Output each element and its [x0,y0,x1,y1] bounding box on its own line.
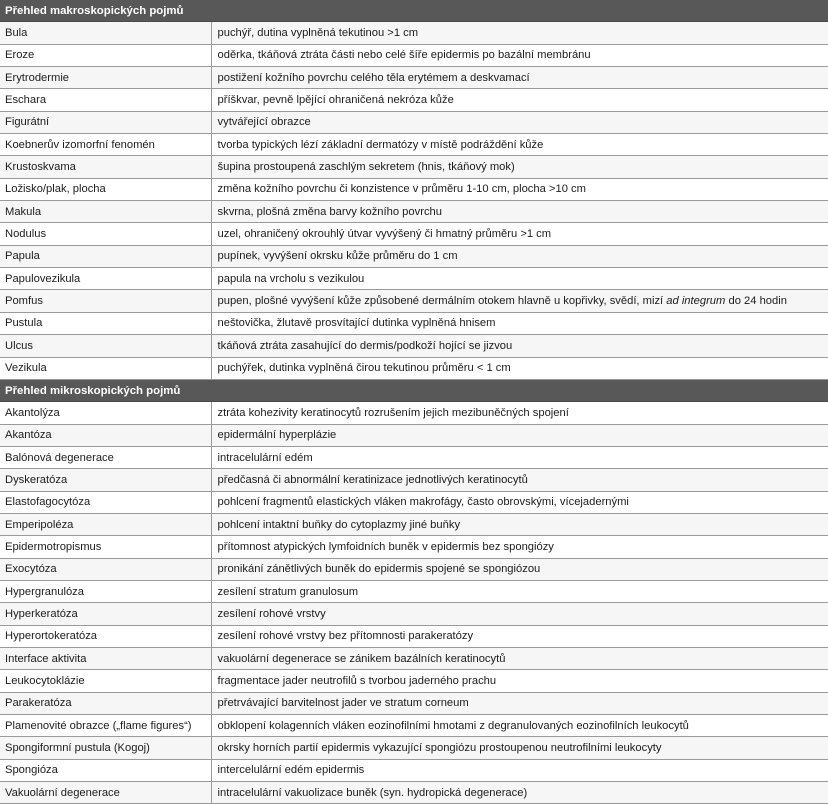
definition-cell [211,290,828,312]
table-row [0,446,828,468]
definition-cell: fragmentace jader neutrofilů s tvorbou jaderného prachu [211,670,828,692]
definition-cell: pronikání zánětlivých buněk do epidermis spojené se spongiózou [211,558,828,580]
table-row [0,469,828,491]
table-row [0,647,828,669]
table-row [0,245,828,267]
table-row [0,67,828,89]
table-row [0,558,828,580]
definition-cell: zesílení stratum granulosum [211,580,828,602]
term-cell: Bula [0,22,211,44]
term-cell: Vezikula [0,357,211,379]
definition-cell: příškvar, pevně lpějící ohraničená nekróza kůže [211,89,828,111]
definition-cell: neštovička, žlutavě prosvítající dutinka vyplněná hnisem [211,312,828,334]
term-cell: Exocytóza [0,558,211,580]
term-cell: Plamenovité obrazce („flame figures“) [0,715,211,737]
term-cell: Krustoskvama [0,156,211,178]
definition-cell: přítomnost atypických lymfoidních buněk v epidermis bez spongiózy [211,536,828,558]
table-row [0,759,828,781]
term-cell: Eschara [0,89,211,111]
term-cell: Ulcus [0,335,211,357]
table-row [0,89,828,111]
definition-cell: postižení kožního povrchu celého těla erytémem a deskvamací [211,67,828,89]
definition-cell: zesílení rohové vrstvy [211,603,828,625]
definition-cell: obklopení kolagenních vláken eozinofilními hmotami z degranulovaných eozinofilních leukocytů [211,715,828,737]
table-row [0,603,828,625]
section-header [0,379,828,401]
table-row [0,201,828,223]
term-cell: Spongiformní pustula (Kogoj) [0,737,211,759]
table-row [0,737,828,759]
table-row [0,268,828,290]
definition-cell: skvrna, plošná změna barvy kožního povrchu [211,201,828,223]
definition-cell: ztráta kohezivity keratinocytů rozrušením jejich mezibuněčných spojení [211,402,828,424]
table-row [0,491,828,513]
table-row [0,782,828,804]
definition-cell: změna kožního povrchu či konzistence v průměru 1-10 cm, plocha >10 cm [211,178,828,200]
table-row [0,536,828,558]
term-cell: Hyperortokeratóza [0,625,211,647]
term-cell: Ložisko/plak, plocha [0,178,211,200]
table-row [0,357,828,379]
table-row [0,134,828,156]
term-cell: Hypergranulóza [0,580,211,602]
table-row [0,312,828,334]
definition-cell: vytvářející obrazce [211,111,828,133]
term-cell: Figurátní [0,111,211,133]
definition-cell: puchýř, dutina vyplněná tekutinou >1 cm [211,22,828,44]
section-title: Přehled mikroskopických pojmů [0,379,828,401]
definition-cell: přetrvávající barvitelnost jader ve stratum corneum [211,692,828,714]
definition-cell: puchýřek, dutinka vyplněná čirou tekutinou průměru < 1 cm [211,357,828,379]
term-cell: Nodulus [0,223,211,245]
definition-cell: předčasná či abnormální keratinizace jednotlivých keratinocytů [211,469,828,491]
definition-cell: pohlcení intaktní buňky do cytoplazmy jiné buňky [211,513,828,535]
term-cell: Leukocytoklázie [0,670,211,692]
definition-cell: pupínek, vyvýšení okrsku kůže průměru do 1 cm [211,245,828,267]
table-row [0,22,828,44]
table-row [0,692,828,714]
table-row [0,156,828,178]
table-row [0,424,828,446]
definition-cell: intracelulární vakuolizace buněk (syn. hydropická degenerace) [211,782,828,804]
definition-cell: intercelulární edém epidermis [211,759,828,781]
term-cell: Papula [0,245,211,267]
definition-cell: oděrka, tkáňová ztráta části nebo celé šíře epidermis po bazální membránu [211,44,828,66]
table-row [0,290,828,312]
term-cell: Pomfus [0,290,211,312]
term-cell: Akantolýza [0,402,211,424]
table-row [0,670,828,692]
term-cell: Makula [0,201,211,223]
definition-cell: šupina prostoupená zaschlým sekretem (hnis, tkáňový mok) [211,156,828,178]
table-row [0,44,828,66]
table-row [0,580,828,602]
definition-cell: epidermální hyperplázie [211,424,828,446]
definition-cell: tvorba typických lézí základní dermatózy v místě podráždění kůže [211,134,828,156]
definition-text: pupen, plošné vyvýšení kůže způsobené dermálním otokem hlavně u kopřivky, svědí, mizí [217,295,667,308]
definition-cell: okrsky horních partií epidermis vykazující spongiózu prostoupenou neutrofilními leukocyty [211,737,828,759]
term-cell: Elastofagocytóza [0,491,211,513]
definition-cell: zesílení rohové vrstvy bez přítomnosti parakeratózy [211,625,828,647]
definition-cell: pohlcení fragmentů elastických vláken makrofágy, často obrovskými, vícejadernými [211,491,828,513]
section-title: Přehled makroskopických pojmů [0,0,828,22]
table-row [0,223,828,245]
definition-cell: vakuolární degenerace se zánikem bazálních keratinocytů [211,647,828,669]
table-row [0,178,828,200]
term-cell: Papulovezikula [0,268,211,290]
definition-cell: intracelulární edém [211,446,828,468]
table-row [0,402,828,424]
table-row [0,625,828,647]
term-cell: Pustula [0,312,211,334]
term-cell: Dyskeratóza [0,469,211,491]
definition-cell: tkáňová ztráta zasahující do dermis/podkoží hojící se jizvou [211,335,828,357]
table-row [0,111,828,133]
table-row [0,715,828,737]
term-cell: Eroze [0,44,211,66]
table-row [0,513,828,535]
term-cell: Koebnerův izomorfní fenomén [0,134,211,156]
term-cell: Parakeratóza [0,692,211,714]
definition-cell: papula na vrcholu s vezikulou [211,268,828,290]
table-row [0,335,828,357]
definition-cell: uzel, ohraničený okrouhlý útvar vyvýšený či hmatný průměru >1 cm [211,223,828,245]
term-cell: Interface aktivita [0,647,211,669]
section-header [0,0,828,22]
term-cell: Hyperkeratóza [0,603,211,625]
term-cell: Erytrodermie [0,67,211,89]
term-cell: Epidermotropismus [0,536,211,558]
term-cell: Emperipoléza [0,513,211,535]
term-cell: Akantóza [0,424,211,446]
term-cell: Vakuolární degenerace [0,782,211,804]
term-cell: Spongióza [0,759,211,781]
definition-tail-text: do 24 hodin [725,295,787,308]
definition-italic-text: ad integrum [666,295,726,308]
term-cell: Balónová degenerace [0,446,211,468]
